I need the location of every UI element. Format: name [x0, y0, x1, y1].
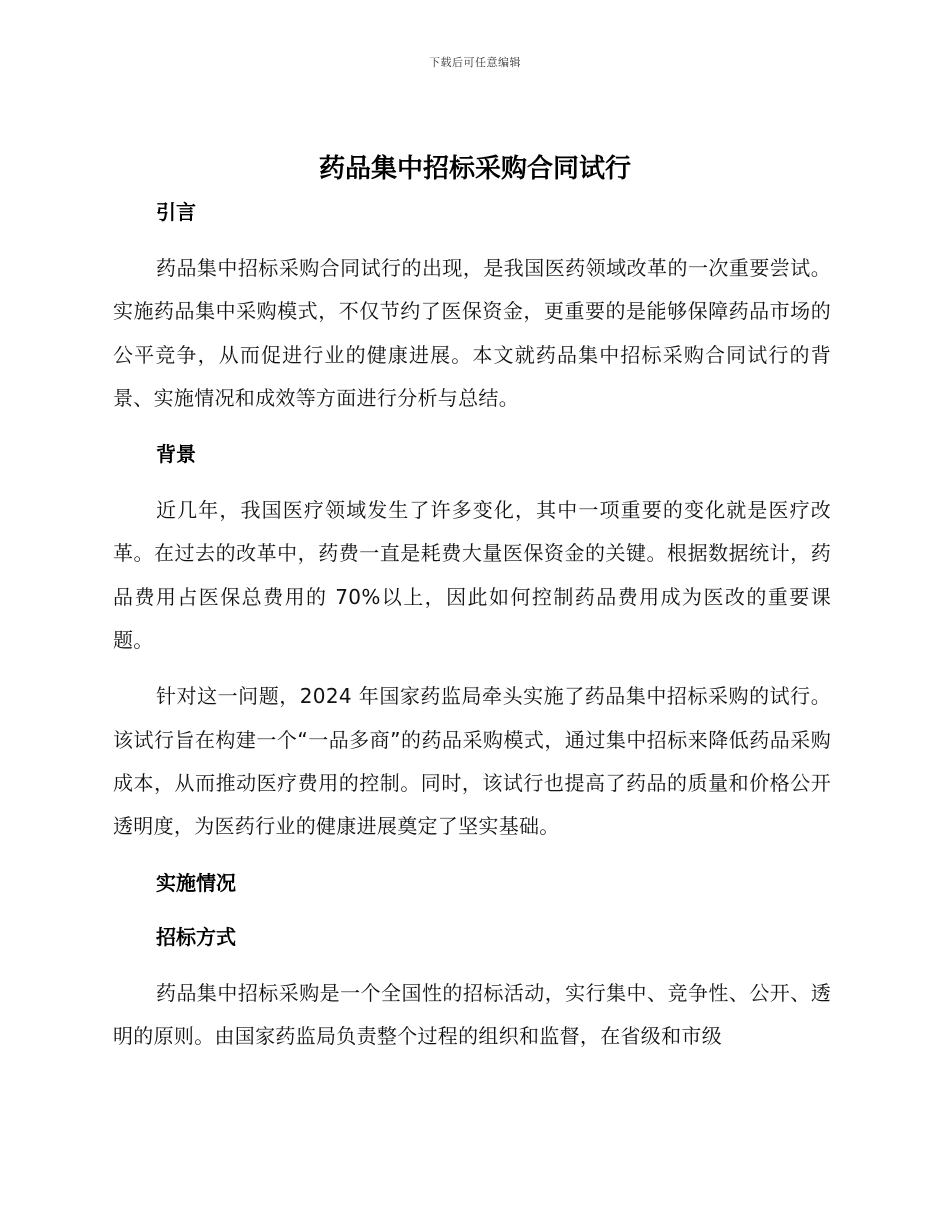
page-header: 下载后可任意编辑 [429, 56, 521, 69]
document-title: 药品集中招标采购合同试行 [318, 154, 631, 184]
background-paragraph-2: 针对这一问题，2024 年国家药监局牵头实施了药品集中招标采购的试行。该试行旨在构建一个“一品多商”的药品采购模式，通过集中招标来降低药品采购成本，从而推动医疗费用的控制。同时，该试行也提高了药品的质量和价格公开透明度，为医药行业的健康进展奠定了坚实基础。 [113, 684, 831, 839]
section-heading-implementation: 实施情况 [156, 870, 236, 895]
intro-paragraph: 药品集中招标采购合同试行的出现，是我国医药领域改革的一次重要尝试。实施药品集中采购模式，不仅节约了医保资金，更重要的是能够保障药品市场的公平竞争，从而促进行业的健康进展。本文就药品集中招标采购合同试行的背景、实施情况和成效等方面进行分析与总结。 [113, 256, 831, 410]
implementation-paragraph: 药品集中招标采购是一个全国性的招标活动，实行集中、竞争性、公开、透明的原则。由国家药监局负责整个过程的组织和监督，在省级和市级 [113, 980, 831, 1048]
document-body [113, 195, 831, 1058]
subsection-heading-bidding-method: 招标方式 [156, 924, 236, 949]
section-heading-background: 背景 [156, 442, 196, 467]
section-heading-intro: 引言 [156, 200, 196, 224]
background-paragraph-1: 近几年，我国医疗领域发生了许多变化，其中一项重要的变化就是医疗改革。在过去的改革中，药费一直是耗费大量医保资金的关键。根据数据统计，药品费用占医保总费用的 70%以上，因此如何控制药品费用成为医改的重要课题。 [113, 498, 831, 653]
